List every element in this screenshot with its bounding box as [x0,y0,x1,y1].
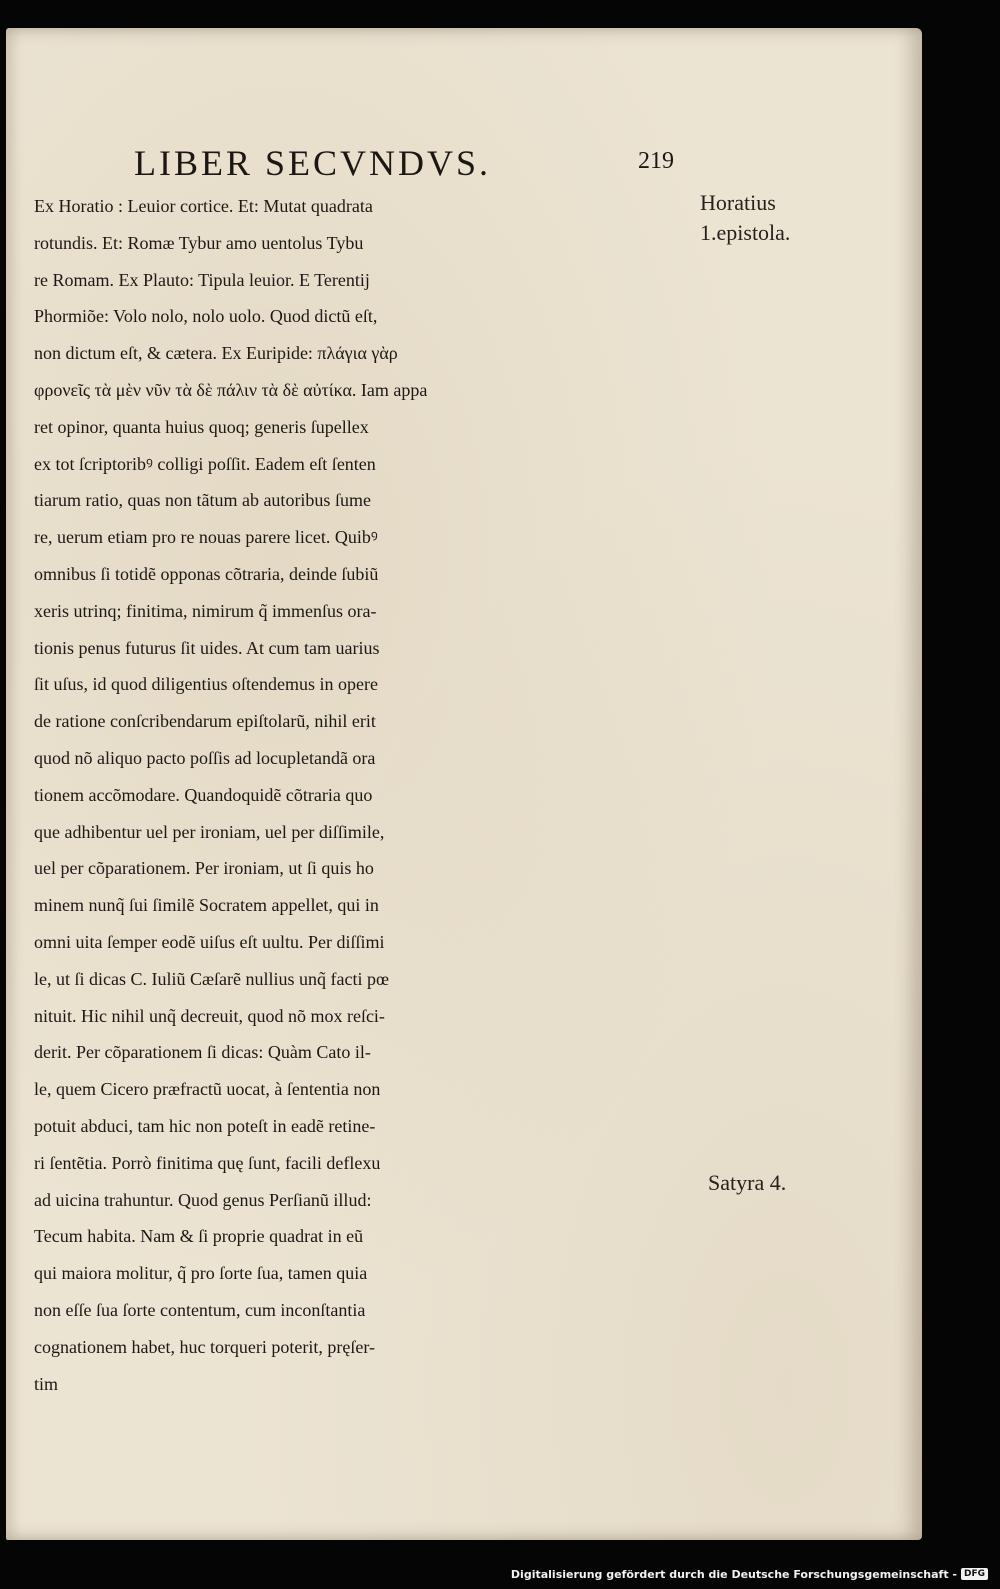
text-line: que adhibentur uel per ironiam, uel per diſſimile, [34,821,385,842]
text-line: cognationem habet, huc torqueri poterit, pręſer- [34,1336,376,1357]
text-line: tionis penus futurus ſit uides. At cum tam uarius [34,637,380,658]
text-line: quod nõ aliquo pacto poſſis ad locupletandã ora [34,747,376,768]
text-line: Phormiõe: Volo nolo, nolo uolo. Quod dictũ eſt, [34,306,378,327]
text-line: ex tot ſcriptoribꝰ colligi poſſit. Eadem eſt ſenten [34,453,376,474]
text-line: nituit. Hic nihil unq̃ decreuit, quod nõ mox reſci- [34,1005,385,1026]
text-line: non eſſe ſua ſorte contentum, cum inconſtantia [34,1299,366,1320]
text-line: tionem accõmodare. Quandoquidẽ cõtraria quo [34,784,373,805]
text-line: ſit uſus, id quod diligentius oſtendemus in opere [34,674,378,695]
text-line: re Romam. Ex Plauto: Tipula leuior. E Terentij [34,269,370,290]
text-line: ad uicina trahuntur. Quod genus Perſianũ illud: [34,1189,372,1210]
text-line: xeris utrinq; finitima, nimirum q̃ immenſus ora- [34,600,377,621]
text-line: minem nunq̃ ſui ſimilẽ Socratem appellet, qui in [34,895,379,916]
text-line: Tecum habita. Nam & ſi proprie quadrat in eũ [34,1226,364,1247]
footer-credit: Digitalisierung gefördert durch die Deutsche Forschungsgemeinschaft - [510,1567,957,1581]
text-line: rotundis. Et: Romæ Tybur amo uentolus Tybu [34,232,364,253]
text-line: φρονεῖς τὰ μὲν νῦν τὰ δὲ πάλιν τὰ δὲ αὐτίκα. Iam appa [34,379,428,400]
digitization-footer [511,1563,988,1585]
margin-note-line: 1.epistola. [700,220,791,245]
text-line: de ratione conſcribendarum epiſtolarũ, nihil erit [34,711,376,732]
text-line: tiarum ratio, quas non tãtum ab autoribus ſume [34,490,371,511]
text-line: re, uerum etiam pro re nouas parere licet. Quibꝰ [34,527,378,548]
page-number: 219 [638,148,674,174]
margin-note-line: Horatius [700,190,776,215]
text-line: derit. Per cõparationem ſi dicas: Quàm Cato il- [34,1042,371,1063]
text-line: ret opinor, quanta huius quoq; generis ſupellex [34,416,369,437]
margin-note-satyra: Satyra 4. [708,1170,787,1195]
text-line: Ex Horatio : Leuior cortice. Et: Mutat quadrata [34,196,373,216]
text-line: potuit abduci, tam hic non poteſt in eadẽ retine- [34,1115,376,1136]
text-line: uel per cõparationem. Per ironiam, ut ſi quis ho [34,858,374,879]
text-line: omni uita ſemper eodẽ uiſus eſt uultu. Per diſſimi [34,931,385,952]
dfg-logo: DFG [961,1568,988,1580]
text-line: non dictum eſt, & cætera. Ex Euripide: πλάγια γὰρ [34,343,398,364]
text-line: le, quem Cicero præfractũ uocat, à ſententia non [34,1079,381,1100]
text-line: le, ut ſi dicas C. Iuliũ Cæſarẽ nullius unq̃ facti pœ [34,968,389,989]
margin-note-horatius [700,188,790,248]
running-title: LIBER SECVNDVS. [134,143,492,183]
page-header [134,142,674,182]
text-line: qui maiora molitur, q̃ pro ſorte ſua, tamen quia [34,1263,368,1284]
text-line: omnibus ſi totidẽ opponas cõtraria, deinde ſubiũ [34,563,379,584]
main-text-block [34,188,734,1402]
text-line: ri ſentẽtia. Porrò finitima quę ſunt, facili deflexu [34,1152,381,1173]
text-line: tim [34,1373,59,1394]
